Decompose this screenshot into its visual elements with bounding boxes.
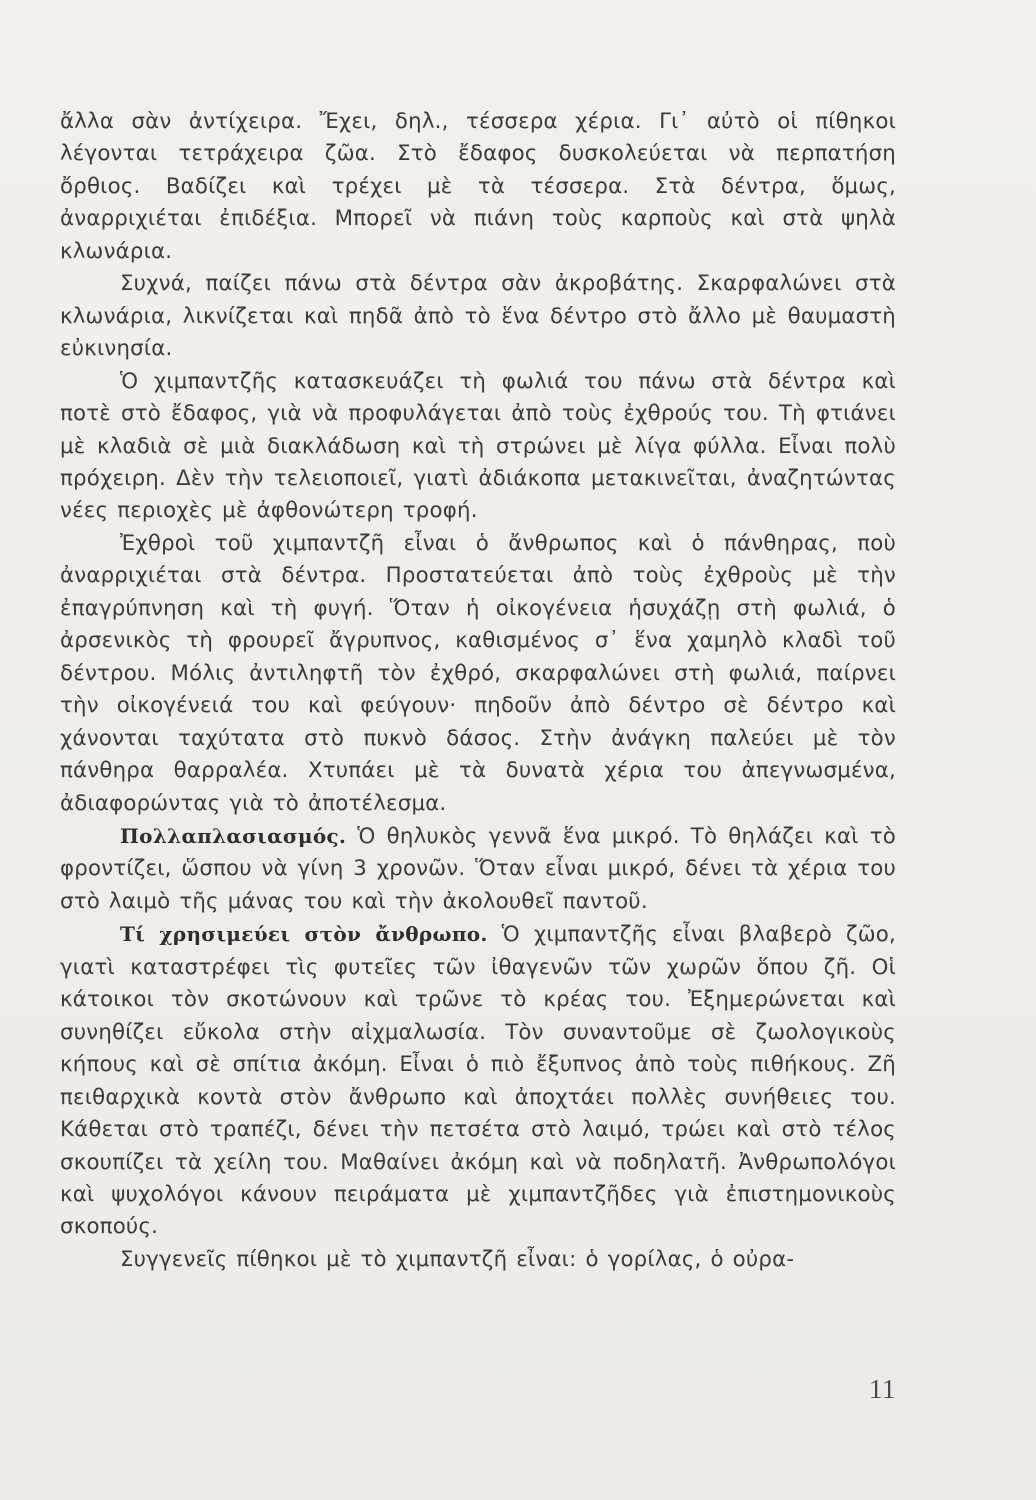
body-text — [60, 106, 896, 1276]
paragraph-continuation: ἄλλα σὰν ἀντίχειρα. Ἔχει, δηλ., τέσσερα χέρια. Γι᾽ αὐτὸ οἱ πίθηκοι λέγονται τετράχειρα ζῶα. Στὸ ἔδαφος δυσκολεύεται νὰ περπατήση ὄρθιος. Βαδίζει καὶ τρέχει μὲ τὰ τέσσερα. Στὰ δέντρα, ὅμως, ἀναρριχιέται ἐπιδέξια. Μπορεῖ νὰ πιάνη τοὺς καρποὺς καὶ στὰ ψηλὰ κλωνάρια. — [60, 109, 896, 264]
paragraph-acrobat: Συχνά, παίζει πάνω στὰ δέντρα σὰν ἀκροβάτης. Σκαρφαλώνει στὰ κλωνάρια, λικνίζεται καὶ πηδᾶ ἀπὸ τὸ ἕνα δέντρο στὸ ἄλλο μὲ θαυμαστὴ εὐκινησία. — [60, 271, 896, 362]
usefulness-text: Ὁ χιμπαντζῆς εἶναι βλαβερὸ ζῶο, γιατὶ καταστρέφει τὶς φυτεῖες τῶν ἰθαγενῶν τῶν χωρῶν ὅπου ζῆ. Οἱ κάτοικοι τὸν σκοτώνουν καὶ τρῶνε τὸ κρέας του. Ἐξημερώνεται καὶ συνηθίζει εὔκολα στὴν αἰχμαλωσία. Τὸν συναντοῦμε σὲ ζωολογικοὺς κήπους καὶ σὲ σπίτια ἀκόμη. Εἶναι ὁ πιὸ ἔξυπνος ἀπὸ τοὺς πιθήκους. Ζῆ πειθαρχικὰ κοντὰ στὸν ἄνθρωπο καὶ ἀποχτάει πολλὲς συνήθειες του. Κάθεται στὸ τραπέζι, δένει τὴν πετσέτα στὸ λαιμό, τρώει καὶ στὸ τέλος σκουπίζει τὰ χείλη του. Μαθαίνει ἀκόμη καὶ νὰ ποδηλατῆ. Ἀνθρωπολόγοι καὶ ψυχολόγοι κάνουν πειράματα μὲ χιμπαντζῆδες γιὰ ἐπιστημονικοὺς σκοπούς. — [60, 922, 896, 1240]
section-heading-usefulness: Τί χρησιμεύει στὸν ἄνθρωπο. — [120, 922, 488, 947]
paragraph-reproduction — [60, 820, 896, 918]
section-heading-reproduction: Πολλαπλασιασμός. — [120, 823, 347, 848]
paragraph-usefulness — [60, 918, 896, 1244]
paragraph-relatives: Συγγενεῖς πίθηκοι μὲ τὸ χιμπαντζῆ εἶναι: ὁ γορίλας, ὁ οὐρα- — [120, 1246, 795, 1272]
paragraph-enemies: Ἐχθροὶ τοῦ χιμπαντζῆ εἶναι ὁ ἄνθρωπος καὶ ὁ πάνθηρας, ποὺ ἀναρριχιέται στὰ δέντρα. Προστατεύεται ἀπὸ τοὺς ἐχθροὺς μὲ τὴν ἐπαγρύπνηση καὶ τὴ φυγή. Ὅταν ἡ οἰκογένεια ἡσυχάζῃ στὴ φωλιά, ὁ ἀρσενικὸς τὴ φρουρεῖ ἄγρυπνος, καθισμένος σ᾽ ἕνα χαμηλὸ κλαδὶ τοῦ δέντρου. Μόλις ἀντιληφτῆ τὸν ἐχθρό, σκαρφαλώνει στὴ φωλιά, παίρνει τὴν οἰκογένειά του καὶ φεύγουν· πηδοῦν ἀπὸ δέντρο σὲ δέντρο καὶ χάνονται ταχύτατα στὸ πυκνὸ δάσος. Στὴν ἀνάγκη παλεύει μὲ τὸν πάνθηρα θαρραλέα. Χτυπάει μὲ τὰ δυνατὰ χέρια του ἀπεγνωσμένα, ἀδιαφορώντας γιὰ τὸ ἀποτέλεσμα. — [60, 530, 896, 816]
reproduction-text: Ὁ θηλυκὸς γεννᾶ ἕνα μικρό. Τὸ θηλάζει καὶ τὸ φροντίζει, ὥσπου νὰ γίνη 3 χρονῶν. Ὅταν εἶναι μικρό, δένει τὰ χέρια του στὸ λαιμὸ τῆς μάνας του καὶ τὴν ἀκολουθεῖ παντοῦ. — [60, 823, 896, 914]
paragraph-nest: Ὁ χιμπαντζῆς κατασκευάζει τὴ φωλιά του πάνω στὰ δέντρα καὶ ποτὲ στὸ ἔδαφος, γιὰ νὰ προφυλάγεται ἀπὸ τοὺς ἐχθρούς του. Τὴ φτιάνει μὲ κλαδιὰ σὲ μιὰ διακλάδωση καὶ τὴ στρώνει μὲ λίγα φύλλα. Εἶναι πολὺ πρόχειρη. Δὲν τὴν τελειοποιεῖ, γιατὶ ἀδιάκοπα μετακινεῖται, ἀναζητώντας νέες περιοχὲς μὲ ἀφθονώτερη τροφή. — [60, 368, 896, 524]
page-number: 11 — [869, 1374, 896, 1404]
